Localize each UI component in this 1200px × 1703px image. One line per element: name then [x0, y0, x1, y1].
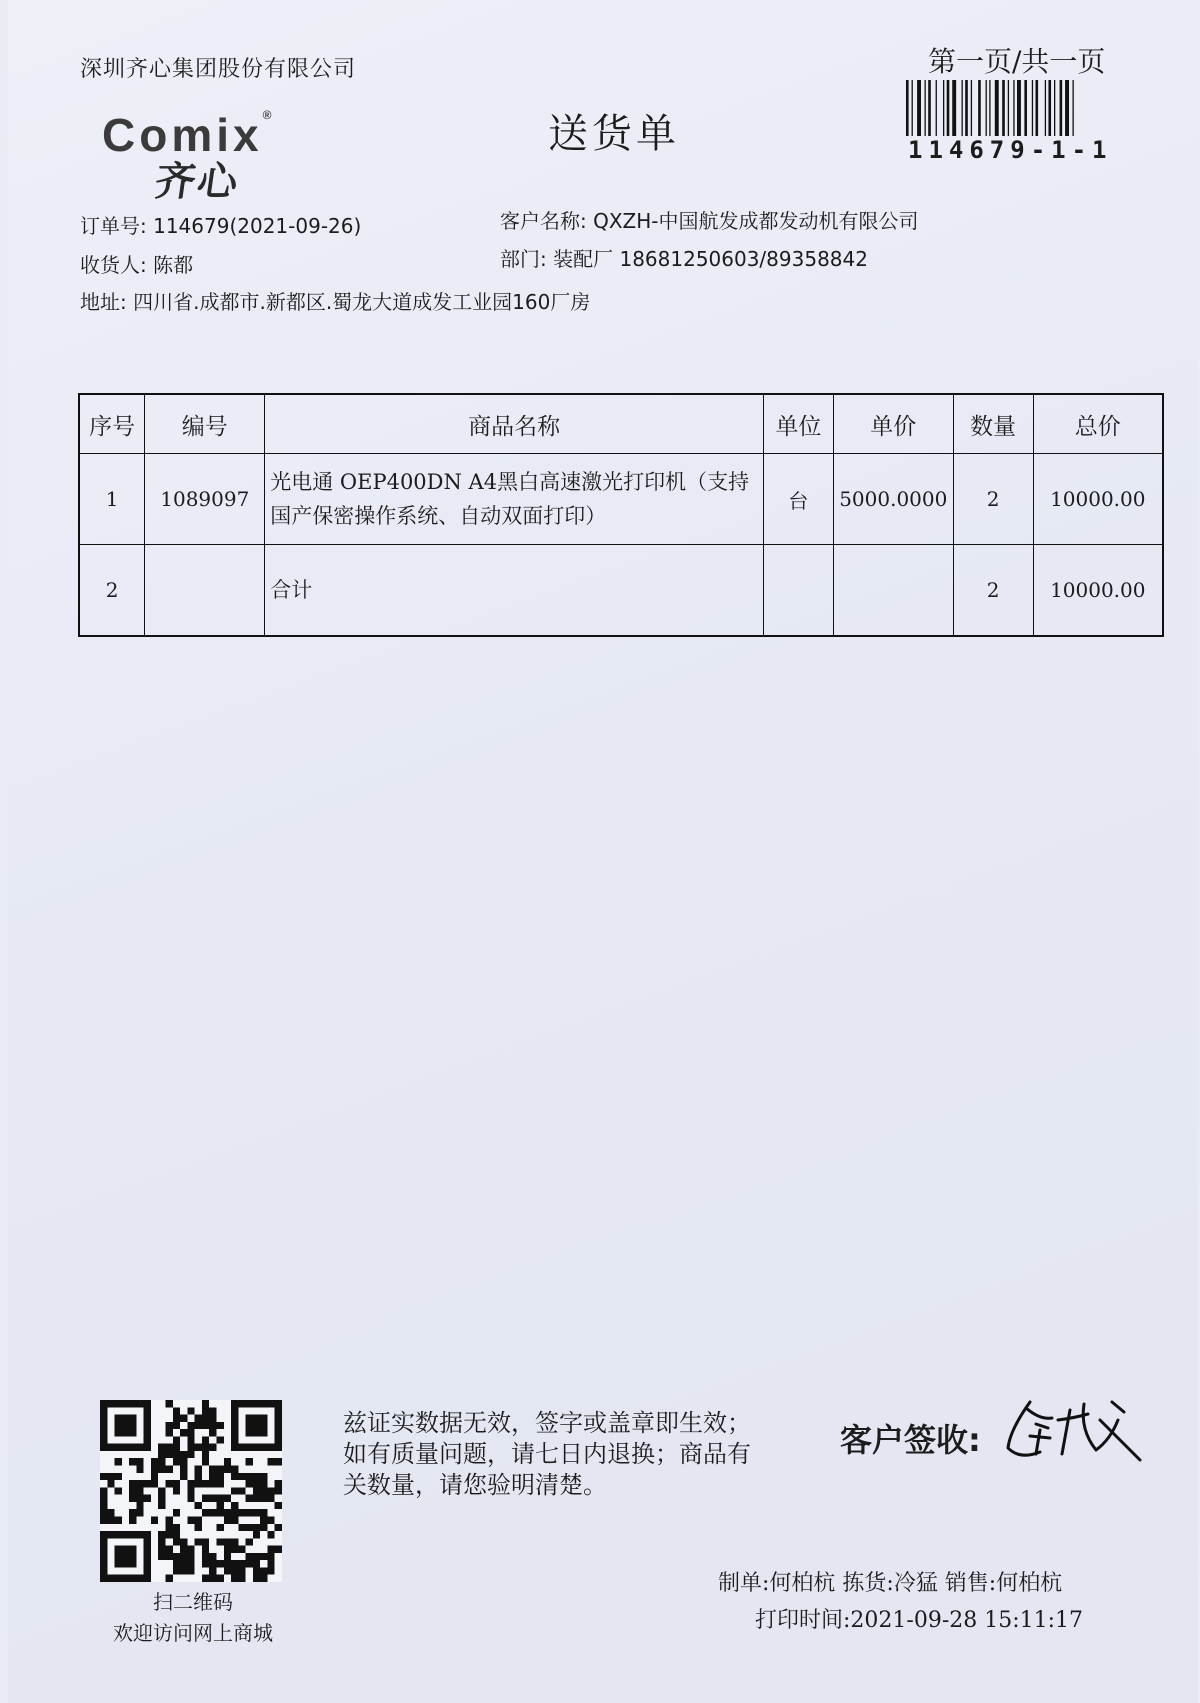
department-label: 部门:	[500, 247, 547, 271]
qr-code-icon	[100, 1400, 282, 1582]
cell-code: 1089097	[145, 454, 265, 545]
header-code: 编号	[145, 394, 265, 454]
cell-unit: 台	[763, 454, 833, 545]
cell-unit-price: 5000.0000	[833, 454, 953, 545]
customer-sign-label: 客户签收:	[840, 1421, 981, 1459]
cell-quantity: 2	[953, 454, 1033, 545]
table-row-total	[79, 545, 1163, 637]
header-total: 总价	[1033, 394, 1163, 454]
header-seq: 序号	[79, 394, 145, 454]
qr-caption-line-1: 扫二维码	[153, 1590, 233, 1614]
header-unit: 单位	[763, 394, 833, 454]
qr-caption	[88, 1587, 298, 1649]
receiver-value: 陈都	[153, 253, 194, 277]
address-row	[80, 286, 590, 315]
staff-info: 制单:何柏杭 拣货:冷猛 销售:何柏杭	[718, 1571, 1063, 1596]
header-unit-price: 单价	[833, 394, 953, 454]
customer-value: QXZH-中国航发成都发动机有限公司	[593, 209, 919, 233]
cell-product-name: 光电通 OEP400DN A4黑白高速激光打印机（支持国产保密操作系统、自动双面打印）	[265, 454, 764, 545]
order-number-label: 订单号:	[80, 214, 147, 238]
customer-row	[500, 205, 919, 234]
print-time: 打印时间:2021-09-28 15:11:17	[755, 1608, 1084, 1633]
table-row	[79, 454, 1163, 545]
handwritten-signature-icon	[1000, 1390, 1150, 1470]
cell-seq: 1	[79, 454, 145, 545]
cell-total: 10000.00	[1033, 545, 1163, 637]
receiver-label: 收货人:	[80, 253, 147, 277]
customer-label: 客户名称:	[500, 209, 587, 233]
cell-code	[145, 545, 265, 637]
cell-quantity: 2	[953, 545, 1033, 637]
address-value: 四川省.成都市.新都区.蜀龙大道成发工业园160厂房	[133, 290, 591, 314]
order-number-value: 114679(2021-09-26)	[153, 214, 362, 238]
header-product-name: 商品名称	[265, 394, 764, 454]
department-value: 装配厂 18681250603/89358842	[553, 247, 868, 271]
cell-unit	[763, 545, 833, 637]
header-quantity: 数量	[953, 394, 1033, 454]
address-label: 地址:	[80, 290, 127, 314]
barcode-icon	[906, 80, 1120, 136]
comix-logo-cn: 齐心	[152, 159, 243, 205]
receiver-row	[80, 249, 193, 278]
items-table	[78, 393, 1164, 637]
qr-caption-line-2: 欢迎访问网上商城	[113, 1621, 273, 1645]
company-name: 深圳齐心集团股份有限公司	[80, 57, 357, 82]
department-row	[500, 243, 868, 272]
document-title: 送货单	[548, 111, 680, 157]
cell-product-name: 合计	[265, 545, 764, 637]
order-number-row	[80, 210, 361, 239]
cell-seq: 2	[79, 545, 145, 637]
comix-logo: Comix®	[102, 108, 276, 161]
cell-total: 10000.00	[1033, 454, 1163, 545]
page-info: 第一页/共一页	[928, 45, 1106, 78]
table-header-row	[79, 394, 1163, 454]
cell-unit-price	[833, 545, 953, 637]
barcode-number: 114679-1-1	[908, 136, 1113, 164]
notice-text: 兹证实数据无效，签字或盖章即生效；如有质量问题，请七日内退换；商品有关数量，请您验明清楚。	[343, 1409, 751, 1499]
